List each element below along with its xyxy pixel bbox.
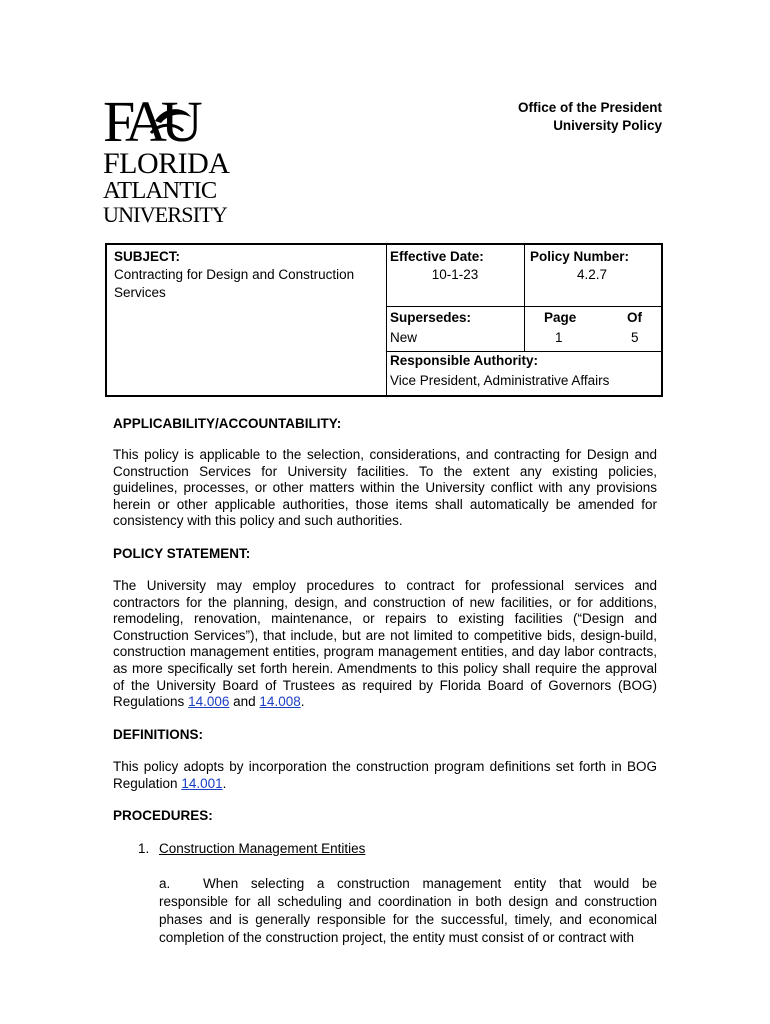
fau-logo (103, 93, 230, 227)
supersedes-value: New (390, 330, 418, 345)
item1-number: 1. (138, 841, 150, 856)
applicability-heading: APPLICABILITY/ACCOUNTABILITY: (113, 416, 342, 431)
table-divider (524, 245, 525, 351)
office-header (518, 99, 662, 135)
policy-number-value: 4.2.7 (576, 267, 608, 282)
procedures-heading: PROCEDURES: (113, 808, 213, 823)
policy-number-label: Policy Number: (530, 249, 630, 264)
policy-statement: The University may employ procedures to contract for professional services and contractors for the planning, design, and construction of new facilities, or for additions, remodeling, renovation, maintenance, or repairs to existing facilities (“Design and Construction Services”), that include, but are not limited to competitive bids, design-build, construction management entities, program management entities, and day labor contracts, as more specifically set forth herein. Amendments to this policy shall require the approval of the University Board of Trustees as required by Florida Board of Governors (BOG) Regulations 14.006 and 14.008. (113, 578, 657, 710)
office-title: Office of the President (517, 100, 662, 115)
definitions-heading: DEFINITIONS: (113, 727, 203, 742)
authority-label: Responsible Authority: (390, 353, 539, 368)
svg-text:FAU: FAU (103, 93, 197, 147)
bog-regulation-14006-link[interactable]: 14.006 (188, 694, 230, 710)
subject-label: SUBJECT: (114, 249, 181, 264)
item1-title: Construction Management Entities (159, 841, 366, 856)
bog-regulation-14008-link[interactable]: 14.008 (259, 694, 301, 710)
effective-date-label: Effective Date: (390, 249, 484, 264)
bog-regulation-14001-link[interactable]: 14.001 (181, 775, 223, 791)
page-value: 1 (555, 330, 563, 345)
subject-value: Contracting for Design and Construction Services (114, 267, 355, 300)
fau-owl-mark-icon (103, 93, 227, 147)
of-label: Of (627, 310, 642, 325)
authority-value: Vice President, Administrative Affairs (390, 373, 610, 388)
table-divider (386, 306, 661, 307)
logo-florida: FLORIDA (103, 147, 230, 180)
effective-date-value: 10-1-23 (431, 267, 479, 282)
of-value: 5 (631, 330, 639, 345)
item1a-label: a. (159, 876, 171, 891)
definitions: This policy adopts by incorporation the construction program definitions set forth in BOG Regulation 14.001. (113, 759, 657, 791)
page-label: Page (544, 310, 577, 325)
policy-type: University Policy (553, 118, 662, 133)
policy-statement-text: The University may employ procedures to contract for professional services and contractors for the planning, design, and construction of new facilities, or for additions, remodeling, renovation, maintenance, or repairs to existing facilities (“Design and Construction Services”), that include, but are not limited to competitive bids, design-build, construction management entities, program management entities, and day labor contracts, as more specifically set forth herein. Amendments to this policy shall require the approval of the University Board of Trustees as required by Florida Board of Governors (BOG) Regulations (113, 578, 657, 710)
applicability-text: This policy is applicable to the selection, considerations, and contracting for Design and Construction Services for University facilities. To the extent any existing policies, guidelines, processes, or other matters within the University conflict with any provisions herein or other applicable authorities, those items shall automatically be amended for consistency with this policy and such authorities. (113, 447, 657, 529)
logo-atlantic: ATLANTIC (103, 177, 217, 204)
policy-info-table (105, 243, 663, 397)
logo-university: UNIVERSITY (103, 201, 227, 227)
item1a (159, 875, 657, 947)
policy-and-text: and (233, 694, 256, 710)
item1a-text: When selecting a construction management entity that would be responsible for all scheduling and coordination in both design and construction phases and is generally responsible for the successful, timely, and economical completion of the construction project, the entity must consist of or contract with (159, 876, 657, 945)
policy-statement-heading: POLICY STATEMENT: (113, 546, 251, 561)
supersedes-label: Supersedes: (390, 310, 472, 325)
definitions-text: This policy adopts by incorporation the construction program definitions set forth in BOG Regulation (113, 759, 657, 791)
